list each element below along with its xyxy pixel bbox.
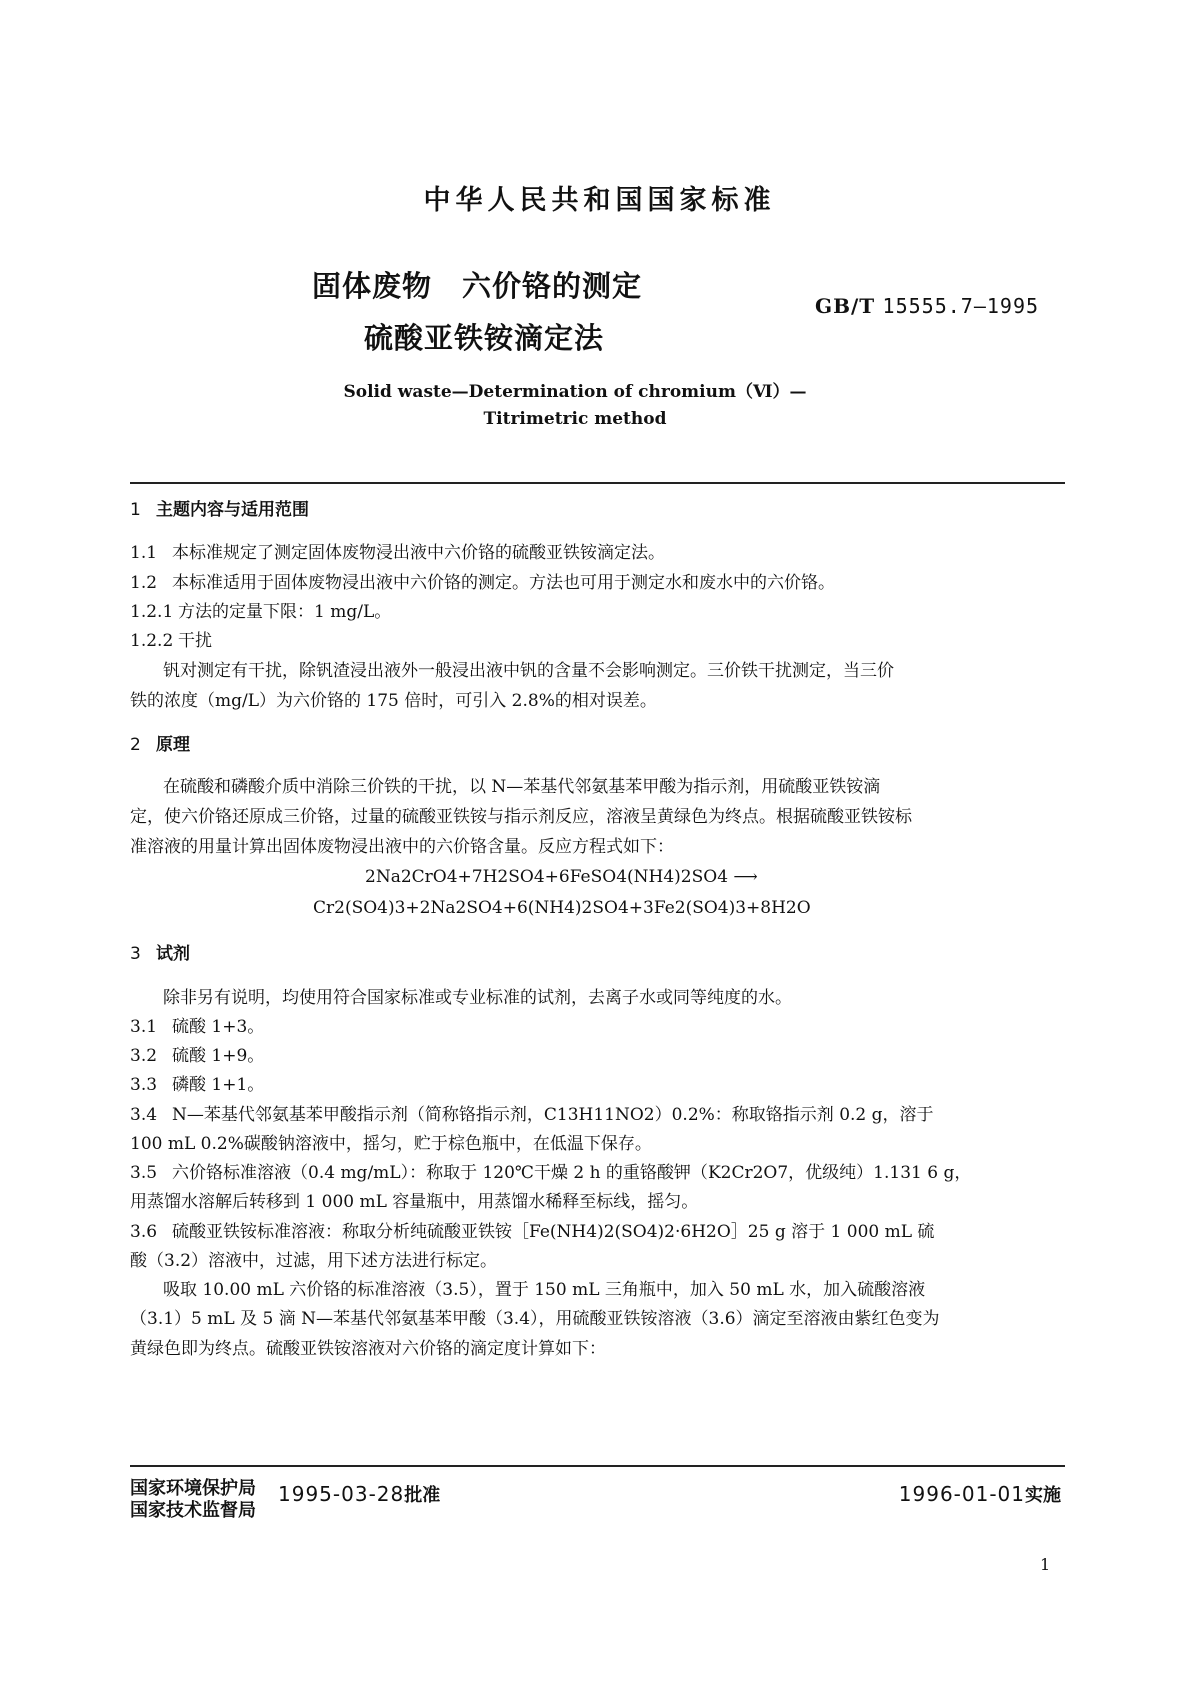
approval-label: 批准 — [404, 1485, 441, 1506]
chemical-formula: C13H11NO2 — [543, 1105, 655, 1125]
standard-code — [815, 294, 1040, 318]
reaction-equation-line2 — [313, 898, 811, 918]
footer-divider — [130, 1465, 1065, 1467]
clause-number: 1.2.1 — [130, 602, 174, 622]
standard-header-title: 中华人民共和国国家标准 — [423, 185, 776, 216]
clause-3-3 — [130, 1074, 264, 1096]
clause-1-2-1 — [130, 601, 391, 623]
paragraph-line: 黄绿色即为终点。硫酸亚铁铵溶液对六价铬的滴定度计算如下： — [130, 1339, 606, 1359]
page-number: 1 — [1040, 1555, 1051, 1574]
approval-date-value: 1995-03-28 — [278, 1482, 405, 1506]
section-title: 试剂 — [156, 944, 190, 964]
section-heading-1 — [130, 499, 309, 521]
section-number: 2 — [130, 735, 141, 755]
document-title-line1: 固体废物 六价铬的测定 — [312, 269, 643, 303]
clause-3-4 — [130, 1104, 934, 1126]
clause-3-5 — [130, 1162, 971, 1184]
clause-number: 3.3 — [130, 1075, 158, 1095]
clause-number: 3.6 — [130, 1222, 158, 1242]
implementation-date-value: 1996-01-01 — [898, 1482, 1025, 1506]
paragraph-line: 在硫酸和磷酸介质中消除三价铁的干扰，以 N—苯基代邻氨基苯甲酸为指示剂，用硫酸亚铁铵滴 — [163, 777, 881, 797]
clause-text: 方法的定量下限：1 mg/L。 — [178, 602, 392, 622]
paragraph-line: 用蒸馏水溶解后转移到 1 000 mL 容量瓶中，用蒸馏水稀释至标线，摇匀。 — [130, 1192, 699, 1212]
standard-code-number: 15555.7—1995 — [882, 294, 1040, 318]
clause-text: 干扰 — [178, 631, 212, 651]
header-divider — [130, 482, 1065, 484]
section-number: 1 — [130, 500, 141, 520]
standard-code-prefix: GB/T — [815, 294, 876, 318]
paragraph-line: 定，使六价铬还原成三价铬，过量的硫酸亚铁铵与指示剂反应，溶液呈黄绿色为终点。根据硫酸亚铁铵标 — [130, 807, 912, 827]
paragraph-line: 酸（3.2）溶液中，过滤，用下述方法进行标定。 — [130, 1251, 498, 1271]
issuing-authority-2: 国家技术监督局 — [130, 1500, 256, 1521]
implementation-label: 实施 — [1025, 1485, 1061, 1506]
section-heading-3 — [130, 943, 190, 965]
clause-text: 硫酸 1+3。 — [172, 1017, 265, 1037]
paragraph-line: 吸取 10.00 mL 六价铬的标准溶液（3.5），置于 150 mL 三角瓶中，加入 50 mL 水，加入硫酸溶液 — [163, 1280, 926, 1300]
equation-text: 2Na2CrO4+7H2SO4+6FeSO4(NH4)2SO4 ⟶ — [365, 867, 758, 887]
section-number: 3 — [130, 944, 141, 964]
chemical-formula: K2Cr2O7 — [707, 1163, 789, 1183]
paragraph-line: 除非另有说明，均使用符合国家标准或专业标准的试剂，去离子水或同等纯度的水。 — [163, 988, 792, 1008]
issuing-authority-1: 国家环境保护局 — [130, 1478, 256, 1499]
clause-text: 硫酸亚铁铵标准溶液：称取分析纯硫酸亚铁铵［ — [172, 1222, 529, 1242]
section-heading-2 — [130, 734, 190, 756]
clause-text: 硫酸 1+9。 — [172, 1046, 265, 1066]
clause-text: 六价铬标准溶液（0.4 mg/mL）：称取于 120℃干燥 2 h 的重铬酸钾（ — [172, 1163, 708, 1183]
clause-number: 3.5 — [130, 1163, 158, 1183]
reaction-equation-line1 — [365, 867, 758, 887]
clause-1-1 — [130, 542, 665, 564]
clause-3-2 — [130, 1045, 264, 1067]
english-title-line1: Solid waste—Determination of chromium（Ⅵ）— — [343, 382, 807, 402]
clause-text: ］25 g 溶于 1 000 mL 硫 — [730, 1222, 935, 1242]
clause-text: 磷酸 1+1。 — [172, 1075, 265, 1095]
clause-number: 3.1 — [130, 1017, 158, 1037]
paragraph-line: 100 mL 0.2%碳酸钠溶液中，摇匀，贮于棕色瓶中，在低温下保存。 — [130, 1134, 652, 1154]
clause-1-2-2 — [130, 630, 212, 652]
clause-number: 3.4 — [130, 1105, 158, 1125]
chemical-formula: Fe(NH4)2(SO4)2·6H2O — [529, 1222, 731, 1242]
paragraph-line: （3.1）5 mL 及 5 滴 N—苯基代邻氨基苯甲酸（3.4），用硫酸亚铁铵溶液（3.6）滴定至溶液由紫红色变为 — [130, 1309, 940, 1329]
clause-text: ）0.2%：称取铬指示剂 0.2 g，溶于 — [654, 1105, 934, 1125]
paragraph-line: 准溶液的用量计算出固体废物浸出液中的六价铬含量。反应方程式如下： — [130, 837, 674, 857]
section-title: 原理 — [156, 735, 190, 755]
clause-3-1 — [130, 1016, 264, 1038]
clause-text: N—苯基代邻氨基苯甲酸指示剂（简称铬指示剂， — [172, 1105, 544, 1125]
clause-1-2 — [130, 572, 835, 594]
approval-date — [278, 1481, 440, 1507]
clause-number: 3.2 — [130, 1046, 158, 1066]
clause-text: ，优级纯）1.131 6 g， — [788, 1163, 972, 1183]
clause-text: 本标准规定了测定固体废物浸出液中六价铬的硫酸亚铁铵滴定法。 — [172, 543, 665, 563]
clause-text: 本标准适用于固体废物浸出液中六价铬的测定。方法也可用于测定水和废水中的六价铬。 — [172, 573, 835, 593]
equation-text: Cr2(SO4)3+2Na2SO4+6(NH4)2SO4+3Fe2(SO4)3+8H2O — [313, 898, 811, 918]
clause-number: 1.2 — [130, 573, 158, 593]
clause-number: 1.1 — [130, 543, 158, 563]
english-title-line2: Titrimetric method — [483, 409, 667, 429]
section-title: 主题内容与适用范围 — [156, 500, 309, 520]
implementation-date — [899, 1481, 1061, 1507]
clause-3-6 — [130, 1221, 934, 1243]
paragraph-line: 钒对测定有干扰，除钒渣浸出液外一般浸出液中钒的含量不会影响测定。三价铁干扰测定，当三价 — [163, 661, 894, 681]
paragraph-line: 铁的浓度（mg/L）为六价铬的 175 倍时，可引入 2.8%的相对误差。 — [130, 691, 657, 711]
clause-number: 1.2.2 — [130, 631, 174, 651]
document-title-line2: 硫酸亚铁铵滴定法 — [364, 321, 605, 355]
